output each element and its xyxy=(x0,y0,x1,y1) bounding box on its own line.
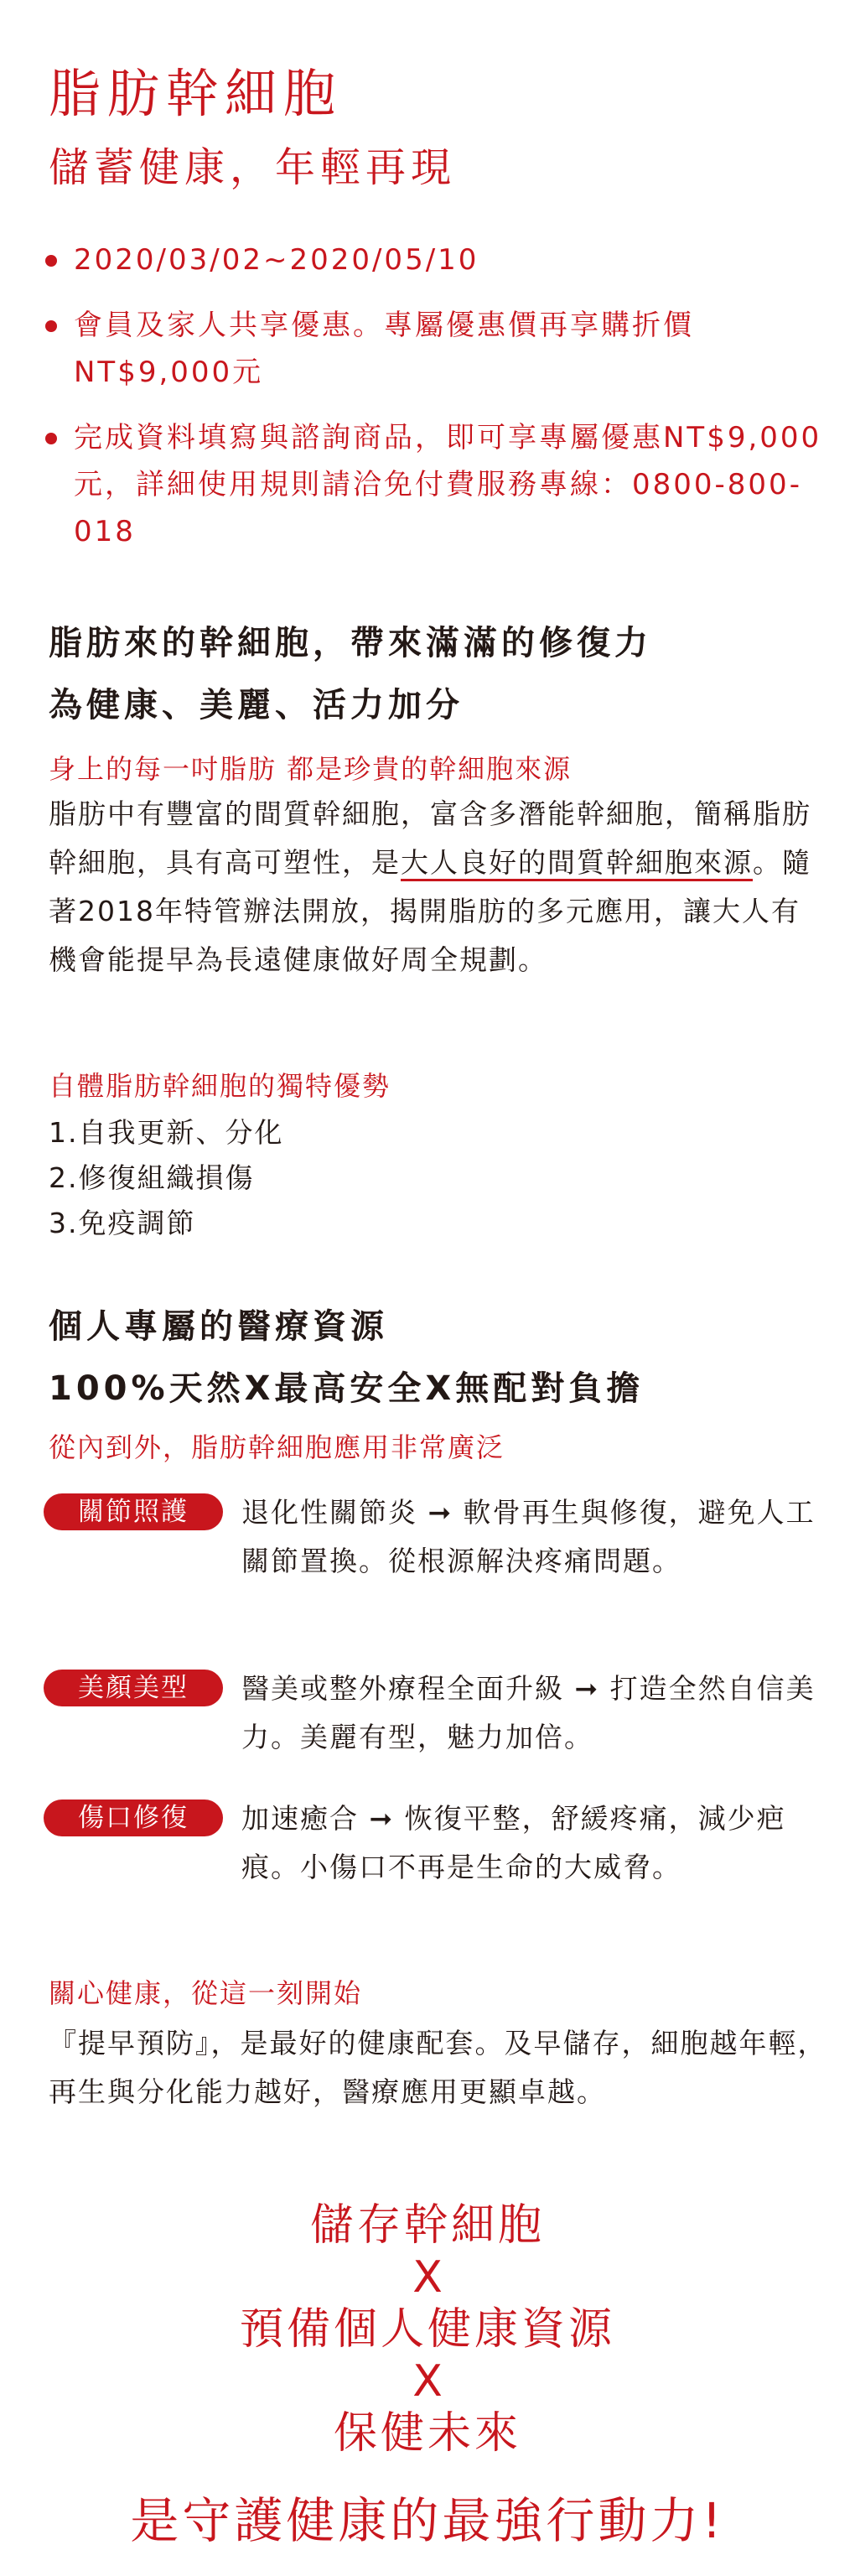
closing-slogan xyxy=(0,2197,855,2549)
section3-heading-line1: 個人專屬的醫療資源 xyxy=(49,1307,388,1346)
section1-paragraph-highlight: 大人良好的間質幹細胞來源 xyxy=(401,846,753,881)
section4-subheading: 關心健康，從這一刻開始 xyxy=(49,1977,363,2009)
promo-bullet-dates: 2020/03/02~2020/05/10 xyxy=(45,236,833,283)
section1-paragraph-part1: 脂肪中有豐富的間質幹細胞，富含多潛能幹細胞，簡稱脂肪幹細胞，具有高可塑性，是 xyxy=(49,797,811,879)
section1-heading-line2: 為健康、美麗、活力加分 xyxy=(49,686,464,724)
section2-subheading: 自體脂肪幹細胞的獨特優勢 xyxy=(49,1070,391,1102)
application-row-wound xyxy=(44,1794,823,1892)
slogan-line-action: 是守護健康的最強行動力! xyxy=(130,2492,725,2549)
advantage-item: 3.免疫調節 xyxy=(49,1207,196,1239)
slogan-x-mark: X xyxy=(412,2252,443,2303)
application-tag: 關節照護 xyxy=(44,1493,223,1530)
application-row-joint xyxy=(44,1488,823,1586)
section-medical-resources xyxy=(49,1296,820,1468)
section1-paragraph-part2: 。隨著2018年特管辦法開放，揭開脂肪的多元應用，讓大人有機會能提早為長遠健康做好周全規劃。 xyxy=(49,846,811,976)
slogan-line-future: 保健未來 xyxy=(333,2408,521,2459)
promo-bullet-consult-offer: 完成資料填寫與諮詢商品，即可享專屬優惠NT$9,000元，詳細使用規則請洽免付費服務專線：0800-800-018 xyxy=(45,414,833,555)
section1-heading-line1: 脂肪來的幹細胞，帶來滿滿的修復力 xyxy=(49,624,652,662)
section3-subheading: 從內到外，脂肪幹細胞應用非常廣泛 xyxy=(49,1431,505,1463)
section1-paragraph xyxy=(49,790,820,984)
application-tag: 傷口修復 xyxy=(44,1800,223,1836)
section1-subheading: 身上的每一吋脂肪 都是珍貴的幹細胞來源 xyxy=(49,753,573,785)
section4-paragraph: 『提早預防』，是最好的健康配套。及早儲存，細胞越年輕，再生與分化能力越好，醫療應用更顯卓越。 xyxy=(49,2027,827,2108)
application-row-beauty xyxy=(44,1665,823,1762)
advantage-item: 2.修復組織損傷 xyxy=(49,1161,255,1194)
advantage-item: 1.自我更新、分化 xyxy=(49,1116,284,1149)
page-title: 脂肪幹細胞 xyxy=(49,63,343,124)
application-text: 退化性關節炎 ➞ 軟骨再生與修復，避免人工關節置換。從根源解決疼痛問題。 xyxy=(241,1496,816,1577)
application-text: 加速癒合 ➞ 恢復平整，舒緩疼痛，減少疤痕。小傷口不再是生命的大威脅。 xyxy=(241,1802,786,1883)
section-care-now xyxy=(49,1972,828,2116)
application-tag: 美顏美型 xyxy=(44,1670,223,1706)
slogan-line-prepare: 預備個人健康資源 xyxy=(239,2304,615,2355)
promo-bullet-list xyxy=(45,236,833,574)
application-text: 醫美或整外療程全面升級 ➞ 打造全然自信美力。美麗有型，魅力加倍。 xyxy=(241,1672,816,1753)
section3-heading-line2: 100%天然X最高安全X無配對負擔 xyxy=(49,1369,645,1408)
promo-bullet-member-offer: 會員及家人共享優惠。專屬優惠價再享購折價NT$9,000元 xyxy=(45,302,833,396)
slogan-x-mark: X xyxy=(412,2356,443,2407)
slogan-line-store: 儲存幹細胞 xyxy=(309,2200,545,2251)
section-repair-power xyxy=(49,612,820,984)
page-subtitle: 儲蓄健康，年輕再現 xyxy=(49,144,457,191)
section-unique-advantages xyxy=(49,1065,820,1246)
